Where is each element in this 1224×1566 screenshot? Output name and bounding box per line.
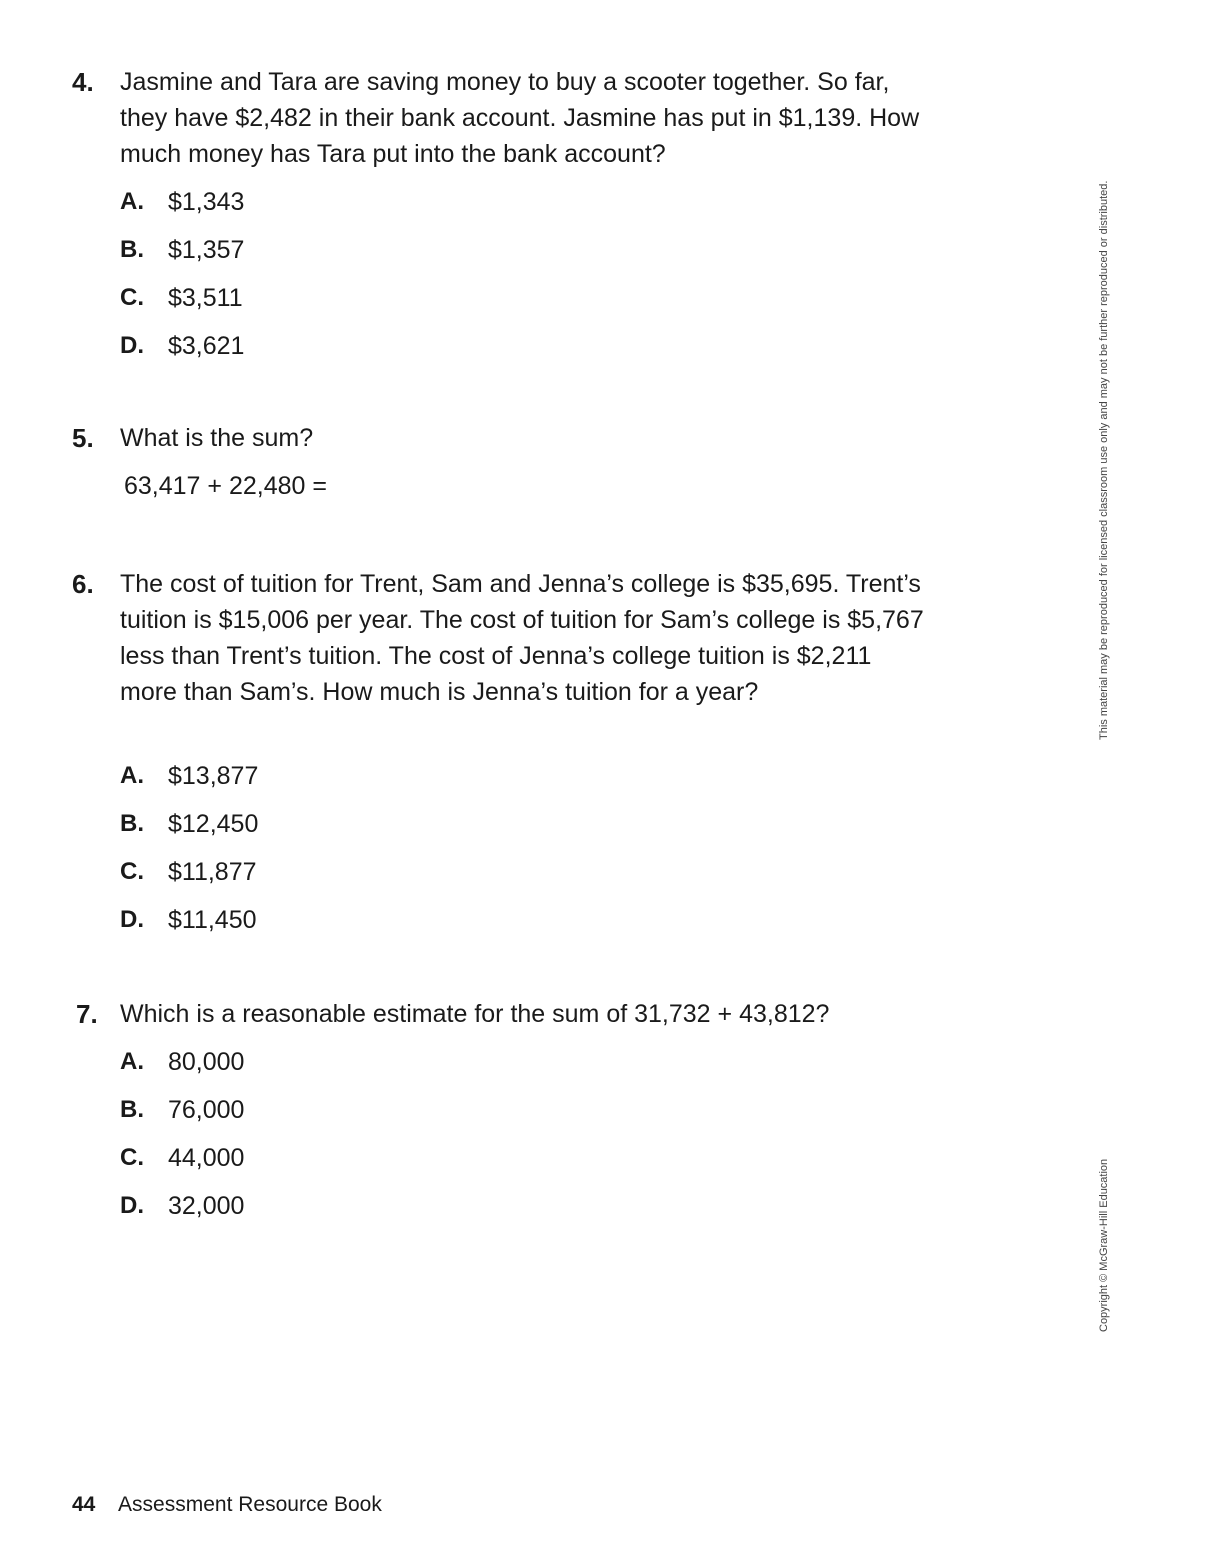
choice-letter: D. — [120, 906, 144, 933]
choice-value: 44,000 — [168, 1144, 245, 1172]
choice-letter: C. — [120, 1144, 144, 1171]
question-text: Which is a reasonable estimate for the sum of 31,732 + 43,812? — [120, 1000, 830, 1028]
question-number: 6. — [72, 569, 94, 599]
question-number: 7. — [76, 999, 98, 1029]
choice-value: $3,621 — [168, 332, 245, 360]
choice-letter: A. — [120, 1048, 144, 1075]
choice-letter: B. — [120, 1096, 144, 1123]
choice-letter: B. — [120, 236, 144, 263]
choice-letter: D. — [120, 332, 144, 359]
question-number: 4. — [72, 67, 94, 97]
choice-value: $13,877 — [168, 762, 259, 790]
question-text: What is the sum? — [120, 424, 314, 452]
question-text: Jasmine and Tara are saving money to buy a scooter together. So far, they have $2,482 in their bank account. Jasmine has put in $1,139. How much money has Tara put into the bank account? — [120, 68, 920, 168]
choice-letter: A. — [120, 762, 144, 789]
choice-value: $12,450 — [168, 810, 259, 838]
choice-letter: C. — [120, 284, 144, 311]
question-number: 5. — [72, 423, 94, 453]
choice-value: $1,357 — [168, 236, 245, 264]
choice-value: $11,450 — [168, 906, 257, 934]
choice-value: 80,000 — [168, 1048, 245, 1076]
copyright-notice: Copyright © McGraw-Hill Education — [1098, 1158, 1110, 1332]
choice-letter: D. — [120, 1192, 144, 1219]
choice-letter: C. — [120, 858, 144, 885]
choice-letter: A. — [120, 188, 144, 215]
choice-value: $3,511 — [168, 284, 243, 312]
page-number: 44 — [72, 1493, 96, 1516]
question-text: The cost of tuition for Trent, Sam and Jenna’s college is $35,695. Trent’s tuition is $15,006 per year. The cost of tuition for Sam’s college is $5,767 less than Trent’s tuition. The cost of Jenna’s college tuition is $2,211 more than Sam’s. How much is Jenna’s tuition for a year? — [120, 570, 924, 706]
choice-value: $1,343 — [168, 188, 245, 216]
choice-value: 76,000 — [168, 1096, 245, 1124]
sum-expression: 63,417 + 22,480 = — [124, 472, 327, 500]
page-footer — [72, 1490, 382, 1520]
book-title: Assessment Resource Book — [118, 1493, 382, 1516]
choice-value: 32,000 — [168, 1192, 245, 1220]
choice-letter: B. — [120, 810, 144, 837]
choice-value: $11,877 — [168, 858, 257, 886]
license-notice: This material may be reproduced for licensed classroom use only and may not be further reproduced or distributed. — [1098, 180, 1110, 740]
